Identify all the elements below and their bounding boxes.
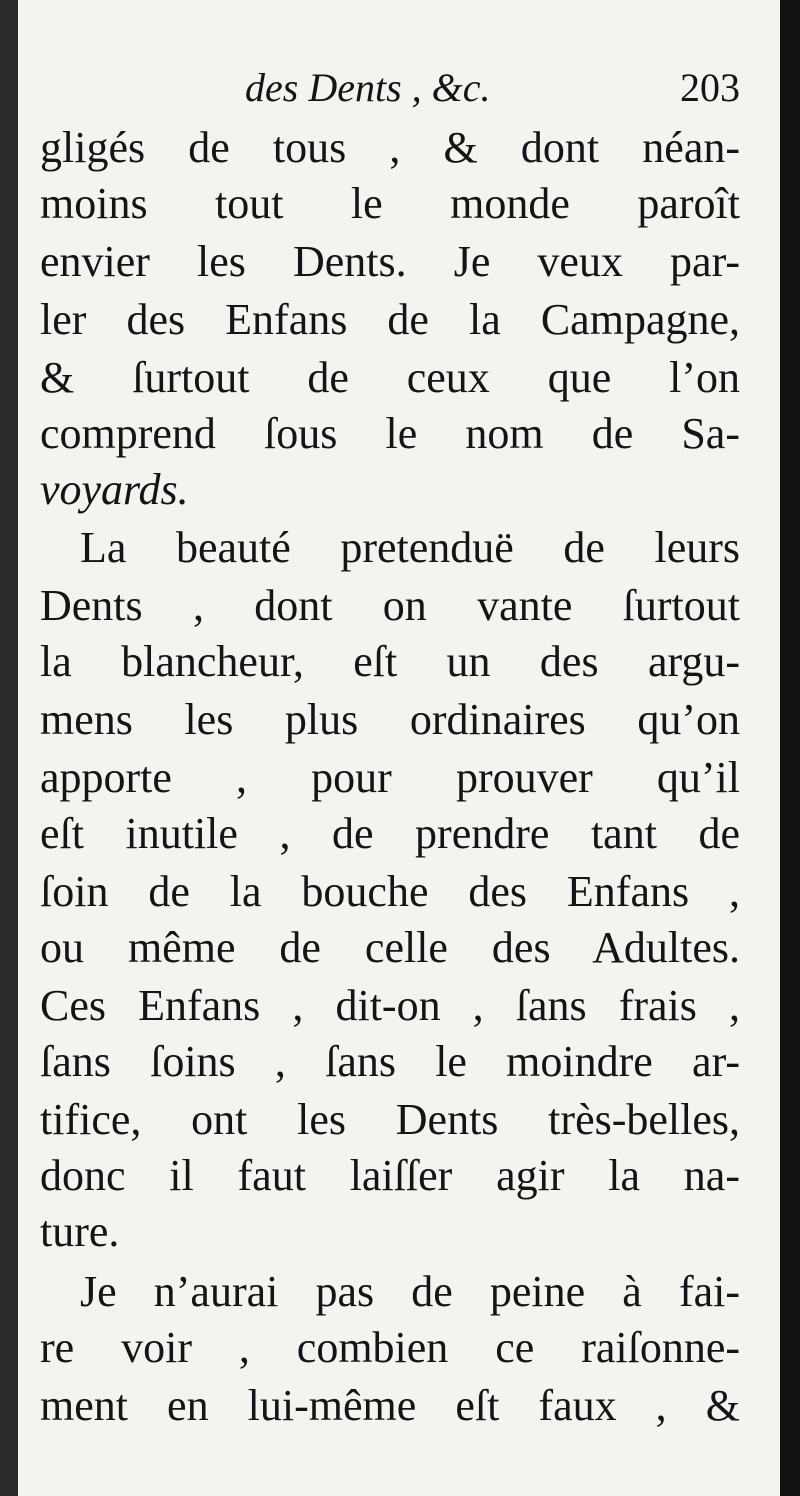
text-line: envier les Dents. Je veux par- [40,237,740,286]
text-line: ſoin de la bouche des Enfans , [40,867,740,916]
text-line: apporte , pour prouver qu’il [40,753,740,802]
text-line: ler des Enfans de la Campagne, [40,295,740,344]
page-right-shadow [780,0,800,1496]
text-line: ou même de celle des Adultes. [40,923,740,972]
text-line: Ces Enfans , dit-on , ſans frais , [40,981,740,1030]
page-number: 203 [680,65,740,110]
page-left-shadow [0,0,18,1496]
book-page [18,0,780,1496]
page-header [40,64,740,120]
text-line: voyards. [40,465,189,514]
text-line: ſans ſoins , ſans le moindre ar- [40,1037,740,1086]
text-line: la blancheur, eſt un des argu- [40,637,740,686]
text-line: tifice, ont les Dents très-belles, [40,1095,740,1144]
text-line: ture. [40,1207,120,1256]
running-title: des Dents , &c. [245,65,491,110]
text-line: re voir , combien ce raiſonne- [40,1323,740,1372]
text-line: ment en lui-même eſt faux , & [40,1381,740,1430]
text-line: mens les plus ordinaires qu’on [40,695,740,744]
paragraph-first-line: Je n’aurai pas de peine à fai- [80,1267,740,1316]
text-line: & ſurtout de ceux que l’on [40,353,740,402]
text-line: moins tout le monde paroît [40,179,740,228]
text-line: eſt inutile , de prendre tant de [40,809,740,858]
paragraph-first-line: La beauté pretenduë de leurs [80,523,740,572]
text-line: Dents , dont on vante ſurtout [40,581,740,630]
text-line: gligés de tous , & dont néan- [40,123,740,172]
text-line: comprend ſous le nom de Sa- [40,409,740,458]
text-line: donc il faut laiſſer agir la na- [40,1151,740,1200]
